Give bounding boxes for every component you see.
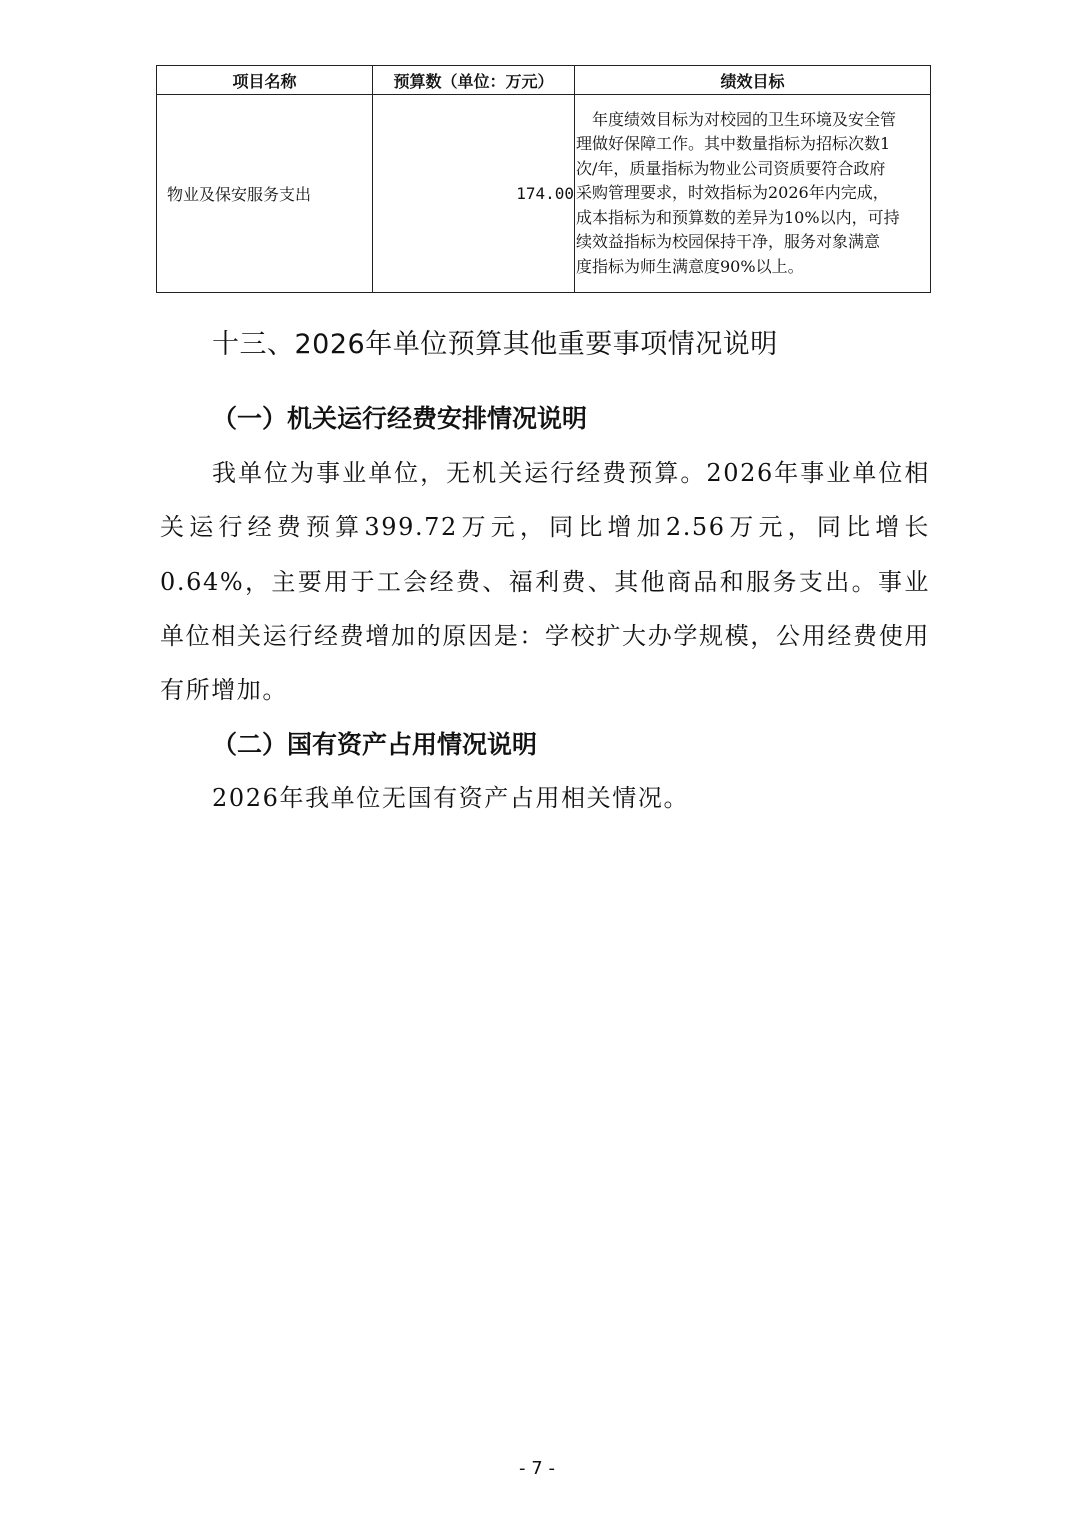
section-title: 十三、2026年单位预算其他重要事项情况说明 xyxy=(212,329,778,360)
goal-line: 续效益指标为校园保持干净，服务对象满意 xyxy=(576,232,881,252)
goal-line: 年度绩效目标为对校园的卫生环境及安全管 xyxy=(576,110,897,130)
page-number: - 7 - xyxy=(519,1458,555,1479)
performance-table xyxy=(156,65,931,293)
goal-line: 采购管理要求，时效指标为2026年内完成， xyxy=(576,183,889,203)
table-row xyxy=(157,95,931,293)
goal-line: 度指标为师生满意度90%以上。 xyxy=(576,256,804,276)
budget-amount-cell: 174.00 xyxy=(373,95,575,293)
subsection-heading-operating-funds: （一）机关运行经费安排情况说明 xyxy=(212,404,588,433)
table-header-row xyxy=(157,66,931,95)
subsection-heading-state-assets: （二）国有资产占用情况说明 xyxy=(212,730,538,759)
project-name-cell: 物业及保安服务支出 xyxy=(157,95,373,293)
header-performance-goal: 绩效目标 xyxy=(575,66,931,95)
goal-line: 成本指标为和预算数的差异为10%以内，可持 xyxy=(576,207,900,227)
goal-line: 次/年，质量指标为物业公司资质要符合政府 xyxy=(576,158,886,178)
header-project-name: 项目名称 xyxy=(157,66,373,95)
performance-goal-cell xyxy=(575,95,931,293)
header-budget-amount: 预算数（单位：万元） xyxy=(373,66,575,95)
paragraph-state-assets: 2026年我单位无国有资产占用相关情况。 xyxy=(212,784,690,812)
paragraph-operating-funds: 我单位为事业单位，无机关运行经费预算。2026年事业单位相关运行经费预算399.72万元，同比增加2.56万元，同比增长0.64%，主要用于工会经费、福利费、其他商品和服务支出。事业单位相关运行经费增加的原因是：学校扩大办学规模，公用经费使用有所增加。 xyxy=(160,459,930,705)
goal-line: 理做好保障工作。其中数量指标为招标次数1 xyxy=(576,134,891,154)
